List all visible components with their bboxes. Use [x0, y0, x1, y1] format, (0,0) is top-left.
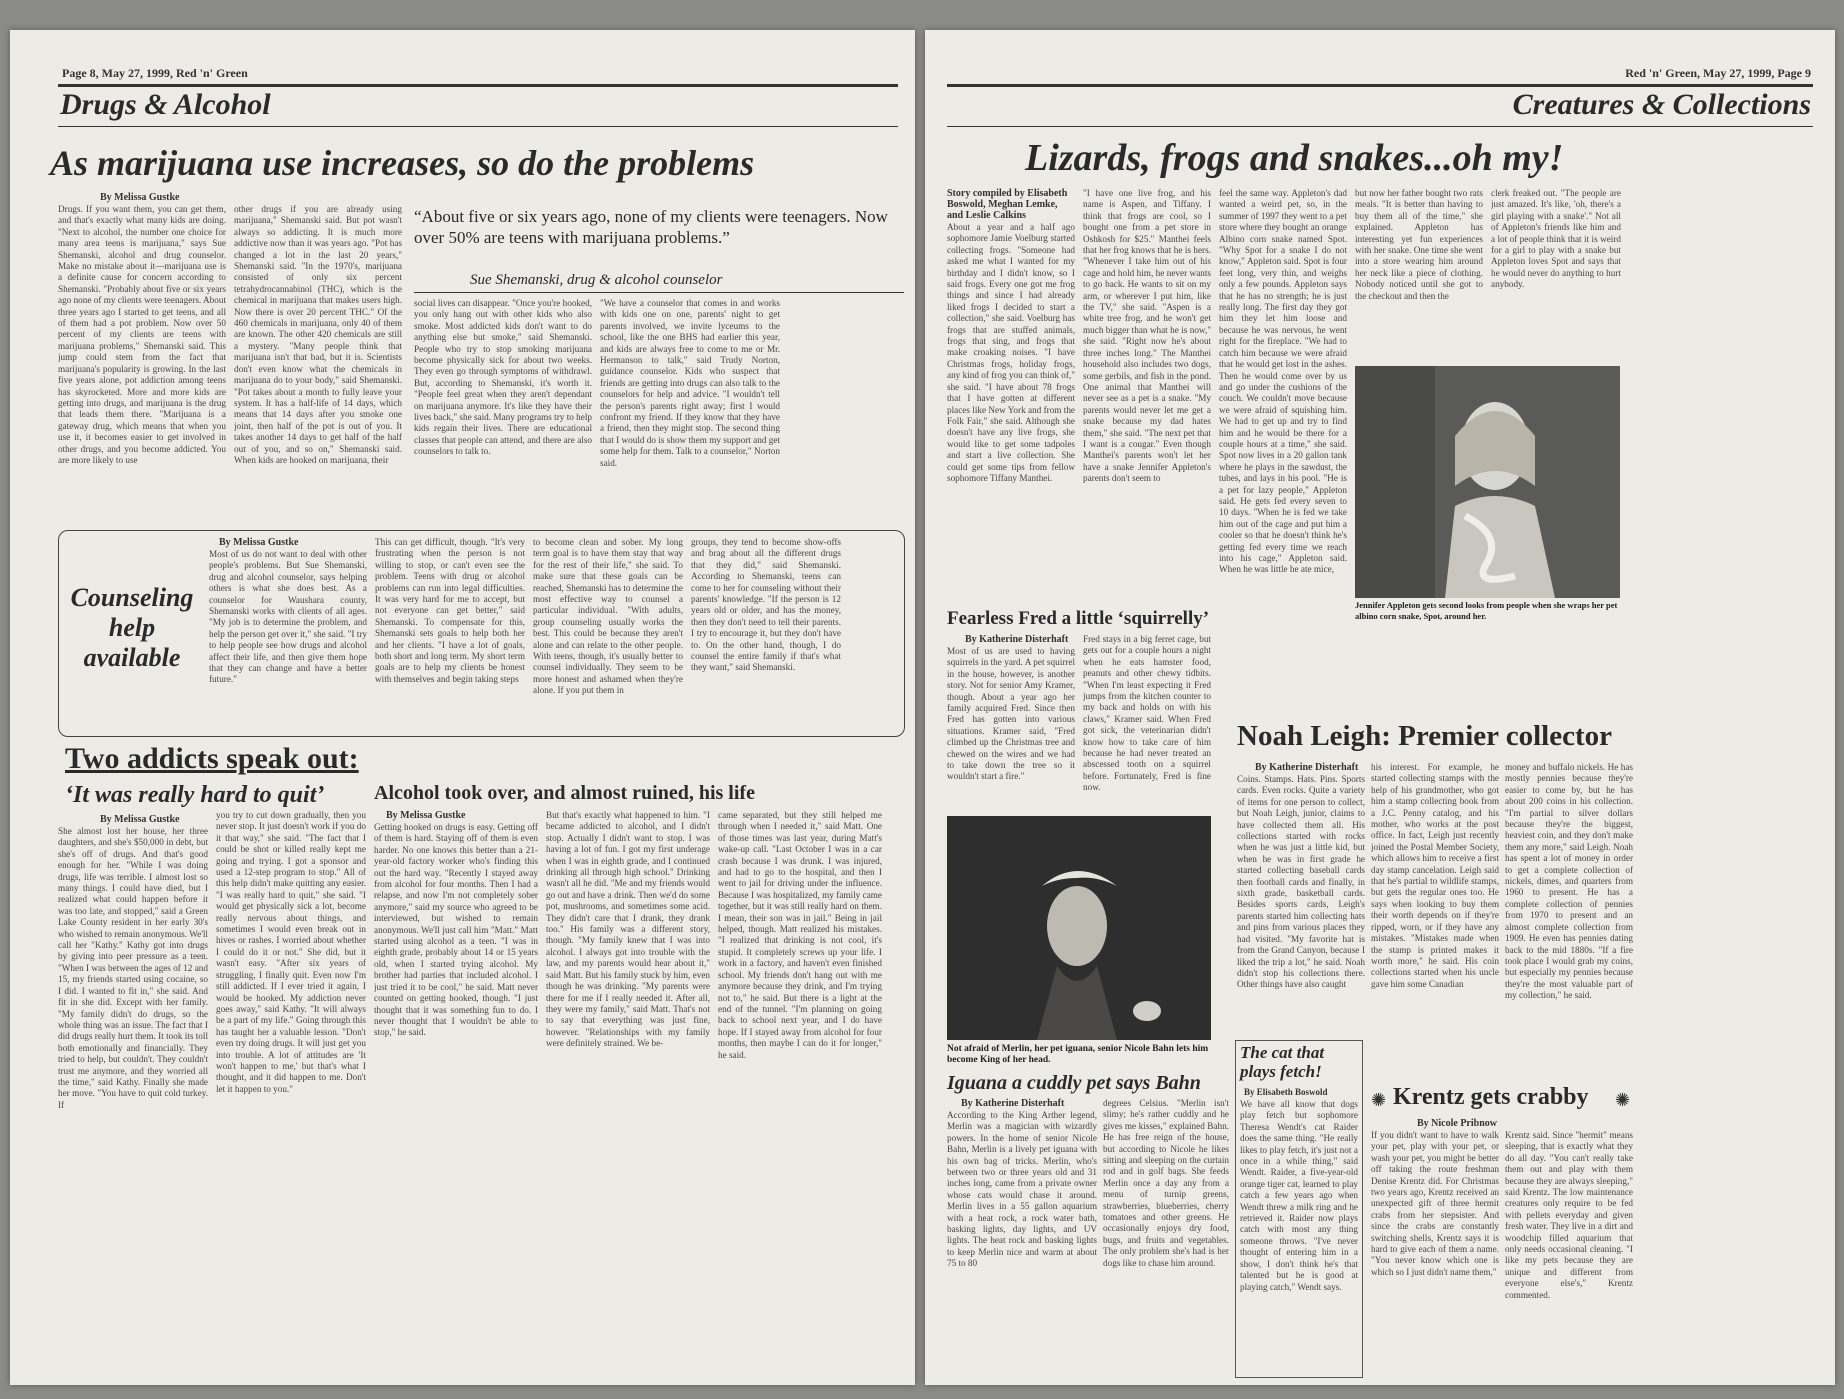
fred-byline: By Katherine Disterhaft [965, 634, 1069, 645]
lizards-col-2: "I have one live frog, and his name is Aspen, and Tiffany. I think that frogs are cool, so I bought one from a pet store in Oshkosh for $25." Manthei feels that her frog knows that he is hers. "Whenever I take him out of his cage and hold him, he never wants to go back. He wants to sit on my arm, or wherever I put him, like the TV," she said. "Aspen is a white tree frog, and he won't get much bigger than what he is now," she said. "Right now he's about three inches long." The Manthei household also includes two dogs, some gerbils, and fish in the pond. One animal that Manthei will never see as a pet is a snake. "My parents would never let me get a snake because my dad hates them," she said. "The next pet that I want is a cougar." Even though Manthei's parents won't let her have a snake Jennifer Appleton's parents don't seem to [1083, 188, 1211, 484]
addicts-banner: Two addicts speak out: [65, 742, 359, 775]
noah-col-2: his interest. For example, he started collecting stamps with the help of his grandmother, who got him a stamp collecting book from a J.C. Penny catalog, and his mother, who works at the post office. In fact, Leigh just recently joined the Postal Member Society, which allows him to receive a first day stamp cancelation. Leigh said that he's partial to wildlife stamps, but gets the regular ones too. He says when looking to buy them their worth depends on if they're ripped, worn, or if they have any mistakes. "Mistakes made when the stamp is printed makes it worth more," he said. His coin collections started when his uncle gave him some Canadian [1371, 762, 1499, 989]
fred-col-2: Fred stays in a big ferret cage, but gets out for a couple hours a night when he eats hamster food, peanuts and other chewy tidbits. "When I'm least expecting it Fred jumps from the kitchen counter to my back and holds on with his claws," Kramer said. When Fred got sick, the veterinarian didn't know how to take care of him because he had never treated an abscessed tooth on a squirrel before. Fortunately, Fred is fine now. [1083, 634, 1211, 793]
story2-col-1: Getting hooked on drugs is easy. Getting off of them is hard. Staying off of them is even harder. No one knows this better than a 21-year-old factory worker who's finding this out the hard way. "Recently I stayed away from alcohol for four months. Then I had a relapse, and now I'm not completely sober anymore," said my source who agreed to be interviewed, but wished to remain anonymous. We'll just call him "Matt." Matt started using alcohol as a teen. "I was in eighth grade, probably about 14 or 15 years old, when I started trying alcohol. My brother had parties that included alcohol. I just tried it to be cool," he said. Matt never counted on getting hooked, though. "I just thought that it was something fun to do. I never thought that I wouldn't be able to stop," he said. [374, 822, 538, 1038]
cat-headline: The cat that plays fetch! [1240, 1043, 1325, 1081]
story2-headline: Alcohol took over, and almost ruined, his life [374, 782, 755, 804]
iguana-col-2: degrees Celsius. "Merlin isn't slimy; he's rather cuddly and he gives me kisses," explained Bahn. He has free reign of the house, but according to Nicole he likes sitting and sleeping on the curtain rod and in golf bags. She feeds Merlin once a day any from a menu of turnip greens, strawberries, blueberries, cherry tomatoes and other greens. He occasionally enjoys dry food, bugs, and fruits and vegetables. The only problem she's had is her dogs like to chase him around. [1103, 1098, 1229, 1268]
lizards-col-1: About a year and a half ago sophomore Jamie Voelburg started collecting frogs. "Someone had asked me what I wanted for my birthday and I didn't know, so I said frogs. Every one got me frog things and since I had already liked frogs I decided to start a collection," she said. Voelburg has frogs that are stuffed animals, frogs that sing, and frogs that make croaking noises. "I have Christmas frogs, holiday frogs, any kind of frog you can think of," she said. "I have about 78 frogs that I have gotten at different places like New York and from the Folk Fair," she said. Although she doesn't have any live frogs, she would like to get some tadpoles and start a live collection. She could get some tips from fellow sophomore Tiffany Manthei. [947, 222, 1075, 483]
krentz-headline: Krentz gets crabby [1393, 1084, 1589, 1110]
main-col-1: Drugs. If you want them, you can get them, and that's exactly what many kids are doing. "Next to alcohol, the number one choice for many area teens is marijuana," says Sue Shemanski, alcohol and drug counselor. Make no mistake about it—marijuana use is a definite cause for concern according to Shemanski. "Probably about five or six years ago none of my clients were teenagers. About three years ago I started to get teens, and all of them had a pot problem. Now over 50 percent of my clients are teens with marijuana problems," Shemanski said. This jump could stem from the fact that marijuana's popularity is growing. In the last five years alone, pot addiction among teens has skyrocketed. More and more kids are getting into drugs, and marijuana is the drug that leads them there. "Marijuana is a gateway drug, which means that when you use it, it becomes easier to get involved in other drugs, and you become addicted. You are more likely to use [58, 204, 226, 465]
counseling-byline: By Melissa Gustke [219, 537, 299, 548]
right-folio: Red 'n' Green, May 27, 1999, Page 9 [1625, 66, 1811, 80]
section-rule-thin [58, 126, 898, 127]
main-col-3: social lives can disappear. "Once you're hooked, you only hang out with other kids who also smoke. Most addicted kids don't want to do anything else but smoke," said Shemanski. People who try to stop smoking marijuana become physically sick for about two weeks. They even go through symptoms of withdrawl. But, according to Shemanski, it's worth it. "People feel great when they aren't dependant on marijuana anymore. It's like they have their lives back," she said. Many programs try to help kids regain their lives. There are educational classes that people can attend, and there are also counselors to talk to. [414, 298, 592, 457]
lizards-col-3: feel the same way. Appleton's dad wanted a weird pet, so, in the summer of 1997 they went to a pet store where they bought an orange Albino corn snake named Spot. "Why Spot for a snake I do not know," Appleton said. Spot is four feet long, very thin, and weighs only a few pounds. Appleton says that he has no strength; he is just really long. The first day they got him they let him loose and because he was nervous, he went right for the fireplace. "We had to catch him because we were afraid that he would get lost in the ashes. Then he would come over by us and go under the cushions of the couch. We couldn't move because we were afraid of squishing him. We had to get up and try to find him and he would be there for a couple hours at a time," she said. Spot now lives in a 20 gallon tank where he plays in the sawdust, the tubes, and lays in his pool. "He is a pet for lazy people," Appleton said. He gets fed every seven to 10 days. "When he is fed we take him out of the cage and put him a cooler so that he doesn't think he's getting fed every time we reach into his cage," Appleton said. When he was little he ate mice, [1219, 188, 1347, 575]
counseling-col-4: groups, they tend to become show-offs and brag about all the different drugs that they did," said Shemanski. According to Shemanski, teens can come to her for counseling without their parents' knowledge. "If the person is 12 years old or older, and has the money, then they don't need to tell their parents. I try to encourage it, but they don't have to. On the other hand, though, I do counsel the entire family if that's what they want," said Shemanski. [691, 537, 841, 673]
counseling-col-3: to become clean and sober. My long term goal is to have them stay that way for the rest of their life," she said. To make sure that these goals can be reached, Shemanski has to determine the most effective way to counsel a particular individual. "With adults, group counseling usually works the best. This could be because they aren't alone and can relate to the other people. With teens, though, it's usually better to counsel individually. They seem to be more honest and ashamed when they're alone. If you put them in [533, 537, 683, 696]
crab-icon: ✺ [1371, 1090, 1387, 1110]
noah-headline: Noah Leigh: Premier collector [1237, 720, 1613, 752]
noah-col-3: money and buffalo nickels. He has mostly pennies because they're easier to come by, but he has about 200 coins in his collection. "I'm partial to silver dollars because they're the biggest, heaviest coin, and they don't make them any more," said Leigh. Noah has spent a lot of money in order to get a complete collection of nickels, dimes, and quarters from 1960 to present. He has a complete collection of pennies from 1970 to present and an almost complete collection from 1909. He even has pennies dating back to the mid 1880s. "If a fire took place I would grab my coins, but especially my pennies because they're the most valuable part of my collection," he said. [1505, 762, 1633, 1001]
section-title-creatures: Creatures & Collections [1512, 88, 1811, 121]
counseling-col-1: Most of us do not want to deal with other people's problems. But Sue Shemanski, drug and alcohol counselor, says helping others is what she does best. As a counselor for Waushara county, Shemanski works with clients of all ages. "My job is to determine the problem, and help the person get over it," she said. "I try to help people see how drugs and alcohol affect their life, and then give them hope that they can change and have a better future." [209, 549, 367, 685]
main-byline: By Melissa Gustke [100, 192, 180, 203]
left-folio: Page 8, May 27, 1999, Red 'n' Green [62, 66, 248, 80]
fred-headline: Fearless Fred a little ‘squirrelly’ [947, 608, 1210, 629]
cat-byline: By Elisabeth Boswold [1244, 1087, 1328, 1097]
section-rule [947, 84, 1813, 87]
counseling-box [58, 530, 905, 737]
quote-rule [414, 292, 904, 293]
iguana-on-head-photo [947, 816, 1211, 1040]
krentz-byline: By Nicole Pribnow [1417, 1118, 1497, 1129]
cat-body: We have all know that dogs play fetch but sophomore Theresa Wendt's cat Raider does the same thing. "He really likes to play fetch, it's just not a once in a while thing," said Wendt. Raider, a five-year-old orange tiger cat, learned to play catch a few years ago when Wendt threw a milk ring and he retrieved it. Raider now plays catch with most any thing someone throws. "I've never thought of entering him in a show, I don't think he's that talented but he is good at playing catch," Wendt says. [1240, 1099, 1358, 1292]
section-rule-thin [947, 126, 1813, 127]
iguana-photo [947, 816, 1211, 1040]
story2-col-3: came separated, but they still helped me through when I needed it," said Matt. One of those times was last year, during Matt's wake-up call. "Last October I was in a car crash because I was drunk. I was injured, and had to go to the hospital, and then I went to jail for driving under the influence. Because I was hospitalized, my family came together, but it was still really hard on them. I mean, their son was in jail." Being in jail helped, though. Matt realized his mistakes. "I realized that drinking is not cool, it's stupid. It completely screws up your life. I work in a factory, and haven't even finished school. My friends don't hang out with me anymore because they drink, and I'm trying not to," he said. But there is a light at the end of the tunnel. "I'm planning on going back to school next year, and I do have hope. If I stayed away from alcohol for four months, then maybe I can do it for longer," he said. [718, 810, 882, 1060]
lizards-col-4: but now her father bought two rats meals. "It is better than having to buy them all of the time," she explained. Appleton has interesting yet fun experiences with her snake. One time she went into a store wearing him around her neck like a piece of clothing. Nobody noticed until she got to the checkout and then the [1355, 188, 1483, 301]
krentz-col-1: If you didn't want to have to walk your pet, play with your pet, or wash your pet, you might be better off taking the route freshman Denise Krentz did. For Christmas two years ago, Krentz received an unexpected gift of three hermit crabs from her stepsister. And since the crabs are constantly switching shells, Krentz says it is hard to give each of them a name. "You never know which one is which so I just didn't name them," [1371, 1130, 1499, 1277]
pull-quote-attribution: Sue Shemanski, drug & alcohol counselor [470, 272, 723, 288]
story1-col-1: She almost lost her house, her three daughters, and she's $50,000 in debt, but she's off of drugs. And that's good enough for her. "While I was doing drugs, life was terrible. I almost lost so many things. I could have died, but I realized what could happen before it was too late, and stopped," said a Green Lake County resident in her early 30's who wished to remain anonymous. We'll call her "Kathy." Kathy got into drugs by giving into peer pressure as a teen. "When I was between the ages of 12 and 15, my friends started using cocaine, so I did. I wanted to fit in," she said. And fit in she did. Except with her family. "My family didn't do drugs, so the whole thing was an issue. The fact that I did drugs really hurt them. It took its toll both emotionally and financially. They tried to help, but couldn't. They couldn't trust me anymore, and they worried all the time," said Kathy. Finally she made her move. "You have to quit cold turkey. If [58, 826, 208, 1110]
iguana-caption: Not afraid of Merlin, her pet iguana, senior Nicole Bahn lets him become King of her head. [947, 1044, 1209, 1065]
right-page [925, 30, 1835, 1385]
pull-quote: “About five or six years ago, none of my clients were teenagers. Now over 50% are teens with marijuana problems.” [414, 207, 888, 247]
story1-col-2: you try to cut down gradually, then you never stop. It just doesn't work if you do it that way," she said. "The fact that I could be shot or killed really kept me going and trying. I got a sponsor and used a 12-step program to stop." All of this help didn't make quitting any easier. "I was really hard to quit," she said. "I would get physically sick a lot, become really nervous about things, and sometimes I would even break out in hives or rashes. I worried about whether I could do it or not." She did, but it wasn't easy. "After six years of struggling, I finally quit. Even now I'm still addicted. If I ever tried it again, I would be hooked. My addiction never goes away," said Kathy. "It will always be a part of my life." Going through this has taught her a valuable lesson. "Don't even try doing drugs. It will just get you into trouble. A lot of attitudes are 'It won't happen to me,' but that's what I thought, and it did happen to me. Don't let it happen to you." [216, 810, 366, 1094]
iguana-byline: By Katherine Disterhaft [961, 1098, 1065, 1109]
story2-byline: By Melissa Gustke [386, 810, 466, 821]
counseling-col-2: This can get difficult, though. "It's very frustrating when the person is not willing to stop, or can't even see the problem. Teens with drug or alcohol problems can run into legal difficulties. It was very hard for me to accept, but not everyone can get better," said Shemanski. To compensate for this, Shemanski sets goals to help both her and her clients. "I have a lot of goals, both short and long term. My short term goals are to help my clients be honest with themselves and begin taking steps [375, 537, 525, 684]
krentz-col-2: Krentz said. Since "hermit" means sleeping, that is exactly what they do all day. "You can't really take them out and play with them because they are always sleeping," said Krentz. The low maintenance creatures only require to be fed with pellets everyday and given fresh water. They live in a dirt and woodchip filled aquarium that only needs occasional cleaning. "I like my pets because they are unique and different from everyone else's," Krentz commented. [1505, 1130, 1633, 1300]
section-title-drugs: Drugs & Alcohol [60, 88, 271, 121]
lizards-headline: Lizards, frogs and snakes...oh my! [1025, 137, 1564, 179]
crab-icon: ✺ [1615, 1090, 1631, 1110]
story1-byline: By Melissa Gustke [100, 814, 180, 825]
iguana-headline: Iguana a cuddly pet says Bahn [947, 1072, 1201, 1094]
main-headline: As marijuana use increases, so do the problems [50, 143, 755, 183]
main-col-2: other drugs if you are already using marijuana," Shemanski said. But pot wasn't always so addicting. It is much more addictive now than it was years ago. "Pot has changed a lot in the last 20 years," Shemanski said. "In the 1970's, marijuana consisted of only six percent tetrahydrocannabinol (THC), which is the chemical in marijuana that makes users high. Now there is over 20 percent THC." Of the 460 chemicals in marijuana, only 40 of them are known. The other 420 chemicals are still a mystery. "Many people think that marijuana isn't that bad, but it is. Scientists don't even know what the chemicals in marijuana do to your body," said Shemanski. "Pot takes about a month to fully leave your system. It has a half-life of 14 days, which means that 14 days after you smoke one joint, then half of the pot is out of you. It takes another 14 days to get half of the half out of you, and so on," Shemanski said. When kids are hooked on marijuana, their [234, 204, 402, 465]
snake-photo [1355, 366, 1620, 598]
lizards-col-5: clerk freaked out. "The people are just amazed. It's like, 'oh, there's a girl playing with a snake'." Not all of Appleton's friends like him and a lot of people think that it is weird for a girl to play with a snake but Appleton loves Spot and says that he would never do anything to hurt anybody. [1491, 188, 1621, 290]
iguana-col-1: According to the King Arther legend, Merlin was a magician with wizardly powers. In the home of senior Nicole Bahn, Merlin is a lively pet iguana with his own bag of tricks. Merlin, who's between two or three years old and 31 inches long, came from a private owner whose cats would chase it around. Merlin lives in a 55 gallon aquarium with a heat rock, a rock water bath, basking lights, day lights, and UV lights. The heat rock and basking lights to keep Merlin nice and warm at about 75 to 80 [947, 1110, 1097, 1269]
lizards-byline: Story compiled by Elisabeth Boswold, Meghan Lemke, and Leslie Calkins [947, 188, 1068, 221]
snake-caption: Jennifer Appleton gets second looks from people when she wraps her pet albino corn snake, Spot, around her. [1355, 600, 1618, 621]
noah-col-1: Coins. Stamps. Hats. Pins. Sports cards. Even rocks. Quite a variety of items for one person to collect, but Noah Leigh, junior, claims to have collected them all. His collections started with rocks when he was just a little kid, but when he was in first grade he started collecting baseball cards then football cards and finally, in sixth grade, basketball cards. Besides sports cards, Leigh's parents started him collecting hats and pins from various places they had visited. "My favorite hat is from the Grand Canyon, because I liked the trip a lot," he said. Noah didn't stop his collections there. Other things have also caught [1237, 774, 1365, 990]
story2-col-2: But that's exactly what happened to him. "I became addicted to alcohol, and I didn't stop. Actually I didn't want to stop. I was having a lot of fun. I got my first underage when I was in eighth grade, and I continued drinking all through high school." Drinking wasn't all he did. "Me and my friends would go out and have a drink. Then we'd do some pot, mushrooms, and sometimes some acid. They didn't care that I drank, they drank too." His family was a different story, though. "My family knew that I was into alcohol. I always got into trouble with the law, and my parents would hear about it," said Matt. But his family stuck by him, even though he was drinking. "My parents were there for me if I really needed it. After all, they were my family," said Matt. That's not to say that everything was just fine, however. "Relationships with my family were definitely strained. We be- [546, 810, 710, 1049]
left-page [10, 30, 915, 1385]
main-col-4: "We have a counselor that comes in and works with kids one on one, parents' night to get parents involved, we invite lyceums to the school, like the one BHS had earlier this year, and kids are always free to come to me or Mr. Hermanson to talk," said Trudy Norton, guidance counselor. Kids who suspect that friends are getting into drugs can also talk to the counselors for help and advice. "I wouldn't tell the person's parents right away; first I would confront my friend. If they know that they have a friend, then they might stop. The second thing that I would do is show them my support and get some help for them. Talk to a counselor," Norton said. [600, 298, 780, 468]
noah-byline: By Katherine Disterhaft [1255, 762, 1359, 773]
story1-headline: ‘It was really hard to quit’ [65, 782, 325, 808]
fred-col-1: Most of us are used to having squirrels in the yard. A pet squirrel in the house, however, is another story. Not for senior Amy Kramer, though. About a year ago her family acquired Fred. Since then Fred has gotten into various situations. Kramer said, "Fred climbed up the Christmas tree and chewed on the wires and we had to take down the tree so it wouldn't start a fire." [947, 646, 1075, 782]
section-rule [58, 84, 898, 87]
counseling-title: Counseling help available [70, 583, 194, 672]
girl-with-snake-photo [1355, 366, 1620, 598]
cat-box [1235, 1040, 1363, 1378]
